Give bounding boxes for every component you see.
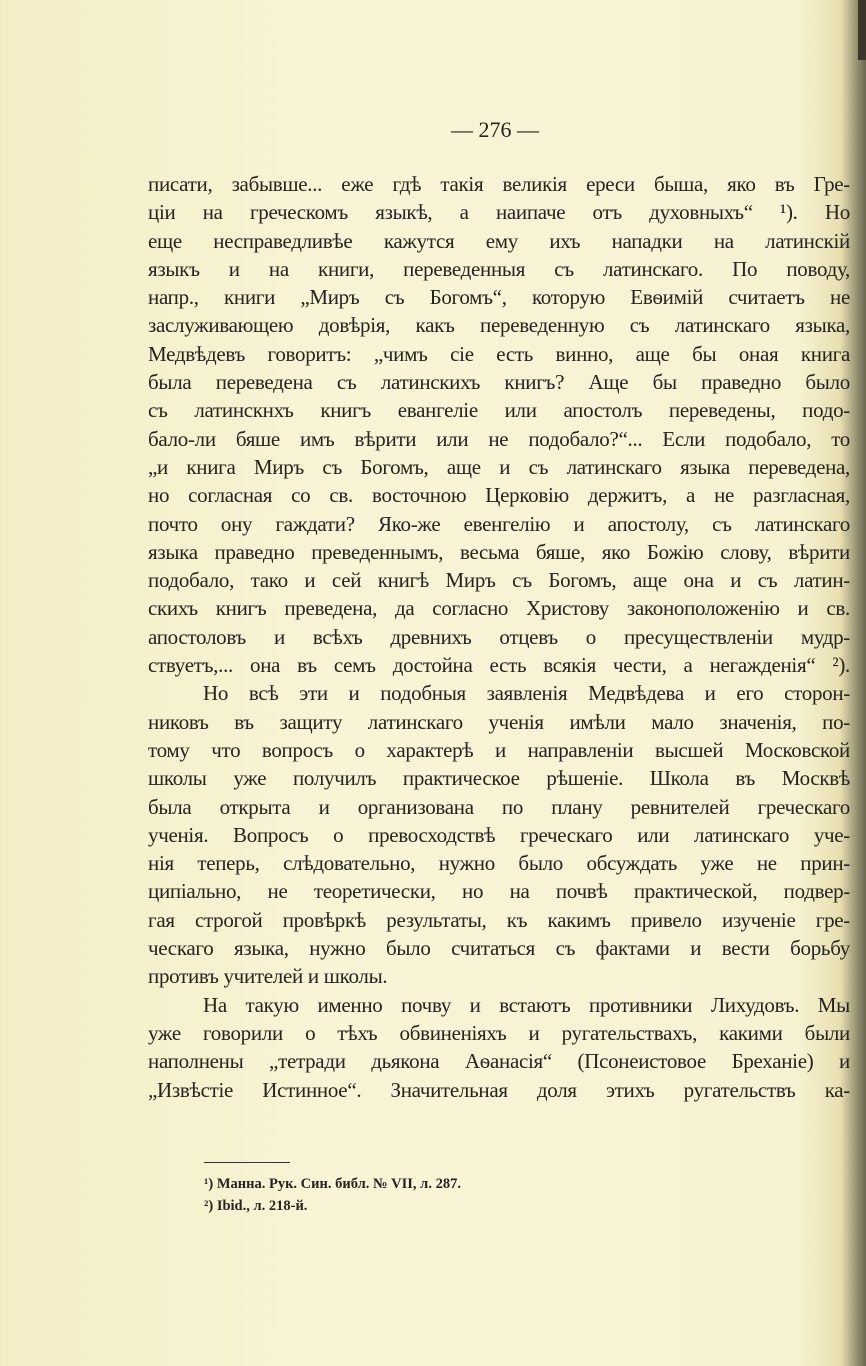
text-line: противъ учителей и школы. xyxy=(148,964,388,989)
text-line: почто ону гаждати? Яко-же евенгелію и апостолу, съ латинскаго xyxy=(148,511,850,536)
text-line: уже говорили о тѣхъ обвиненіяхъ и ругательствахъ, какими были xyxy=(148,1020,850,1045)
text-line: тому что вопросъ о характерѣ и направленіи высшей Московской xyxy=(148,737,850,762)
text-line: ученія. Вопросъ о превосходствѣ греческаго или латинскаго уче- xyxy=(148,822,850,847)
text-line: языкъ и на книги, переведенныя съ латинскаго. По поводу, xyxy=(148,256,850,281)
text-line: скихъ книгъ преведена, да согласно Христову законоположенію и св. xyxy=(148,596,850,621)
text-line: была открыта и организована по плану ревнителей греческаго xyxy=(148,794,850,819)
text-line: „и книга Миръ съ Богомъ, аще и съ латинскаго языка переведена, xyxy=(148,454,850,479)
page-edge-shadow xyxy=(858,0,866,60)
footnote-1 xyxy=(204,1175,461,1193)
text-line: нія теперь, слѣдовательно, нужно было обсуждать уже не прин- xyxy=(148,851,850,876)
footnote-text: Манна. Рук. Син. библ. № VII, л. 287. xyxy=(216,1176,461,1192)
text-line: Но всѣ эти и подобныя заявленія Медвѣдева и его сторон- xyxy=(203,681,850,706)
text-line: ческаго языка, нужно было считаться съ фактами и вести борьбу xyxy=(148,936,850,961)
text-line: школы уже получилъ практическое рѣшеніе. Школа въ Москвѣ xyxy=(148,766,850,791)
text-line: языка праведно преведеннымъ, весьма бяше, яко Божію слову, вѣрити xyxy=(148,539,850,564)
text-line: ствуетъ,... она въ семъ достойна есть всякія чести, а негажденія“ ²). xyxy=(148,653,850,678)
text-line: гая строгой провѣркѣ результаты, къ какимъ привело изученіе гре- xyxy=(148,907,850,932)
text-line: наполнены „тетради дьякона Аѳанасія“ (Псонеистовое Бреханіе) и xyxy=(148,1049,850,1074)
text-line: писати, забывше... еже гдѣ такія великія ереси быша, яко въ Гре- xyxy=(148,172,850,196)
text-line: была переведена съ латинскихъ книгъ? Аще бы праведно было xyxy=(148,370,850,395)
text-line: заслуживающею довѣрія, какъ переведенную съ латинскаго языка, xyxy=(148,313,850,338)
text-line: но согласная со св. восточною Церковію держитъ, а не разгласная, xyxy=(148,483,850,508)
footnote-mark: ¹) xyxy=(204,1176,214,1192)
footnote-2 xyxy=(204,1197,307,1215)
text-line: съ латинскнхъ книгъ евангеліе или апостолъ переведены, подо- xyxy=(148,398,850,423)
text-line: На такую именно почву и встаютъ противники Лихудовъ. Мы xyxy=(203,992,850,1017)
text-line: напр., книги „Миръ съ Богомъ“, которую Евѳимій считаетъ не xyxy=(148,285,850,310)
text-line: ціи на греческомъ языкѣ, а наипаче отъ духовныхъ“ ¹). Но xyxy=(148,200,850,225)
text-line: никовъ въ защиту латинскаго ученія имѣли мало значенія, по- xyxy=(148,709,850,734)
text-line: Медвѣдевъ говоритъ: „чимъ сіе есть винно, аще бы оная книга xyxy=(148,341,850,366)
text-line: ципіально, не теоретически, но на почвѣ практической, подвер- xyxy=(148,879,850,904)
text-line: „Извѣстіе Истинное“. Значительная доля этихъ ругательствъ ка- xyxy=(148,1077,850,1102)
text-line: бало-ли бяше имъ вѣрити или не подобало?“... Если подобало, то xyxy=(148,426,850,451)
footnote-text: Ibid., л. 218-й. xyxy=(216,1198,308,1214)
footnote-mark: ²) xyxy=(204,1198,214,1214)
footnote-rule xyxy=(204,1162,290,1163)
body-text xyxy=(148,170,850,1104)
text-line: подобало, тако и сей книгѣ Миръ съ Богомъ, аще она и съ латин- xyxy=(148,568,850,593)
text-line: апостоловъ и всѣхъ древнихъ отцевъ о пресуществленіи мудр- xyxy=(148,624,850,649)
text-line: еще несправедливѣе кажутся ему ихъ нападки на латинскій xyxy=(148,228,850,253)
page-number: — 276 — xyxy=(451,117,539,142)
